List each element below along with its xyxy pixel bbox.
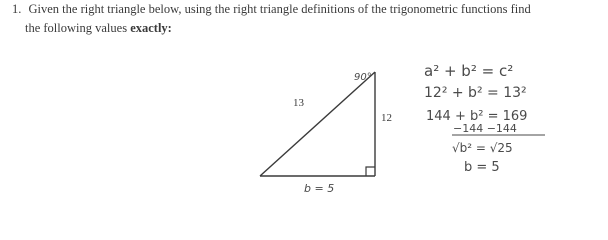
work-line-3: 144 + b² = 169 (426, 109, 528, 124)
vertical-side-label: 12 (381, 112, 392, 124)
question-body-2: the following values (25, 21, 128, 35)
question-body: Given the right triangle below, using the right triangle definitions of the trigonometric functions find (28, 2, 531, 16)
right-angle-marker (366, 167, 375, 176)
work-line-4: −144 −144 (453, 122, 517, 135)
hypotenuse-label: 13 (293, 97, 304, 109)
work-line-2: 12² + b² = 13² (424, 85, 527, 101)
work-line-1: a² + b² = c² (424, 62, 514, 80)
question-emphasis: exactly: (130, 21, 172, 35)
triangle-hypotenuse (260, 72, 375, 176)
angle-label: 90° (354, 72, 372, 83)
work-line-5: √b² = √25 (452, 141, 513, 155)
question-number: 1. (12, 2, 22, 16)
base-label: b = 5 (304, 182, 335, 195)
work-line-6: b = 5 (464, 160, 500, 175)
